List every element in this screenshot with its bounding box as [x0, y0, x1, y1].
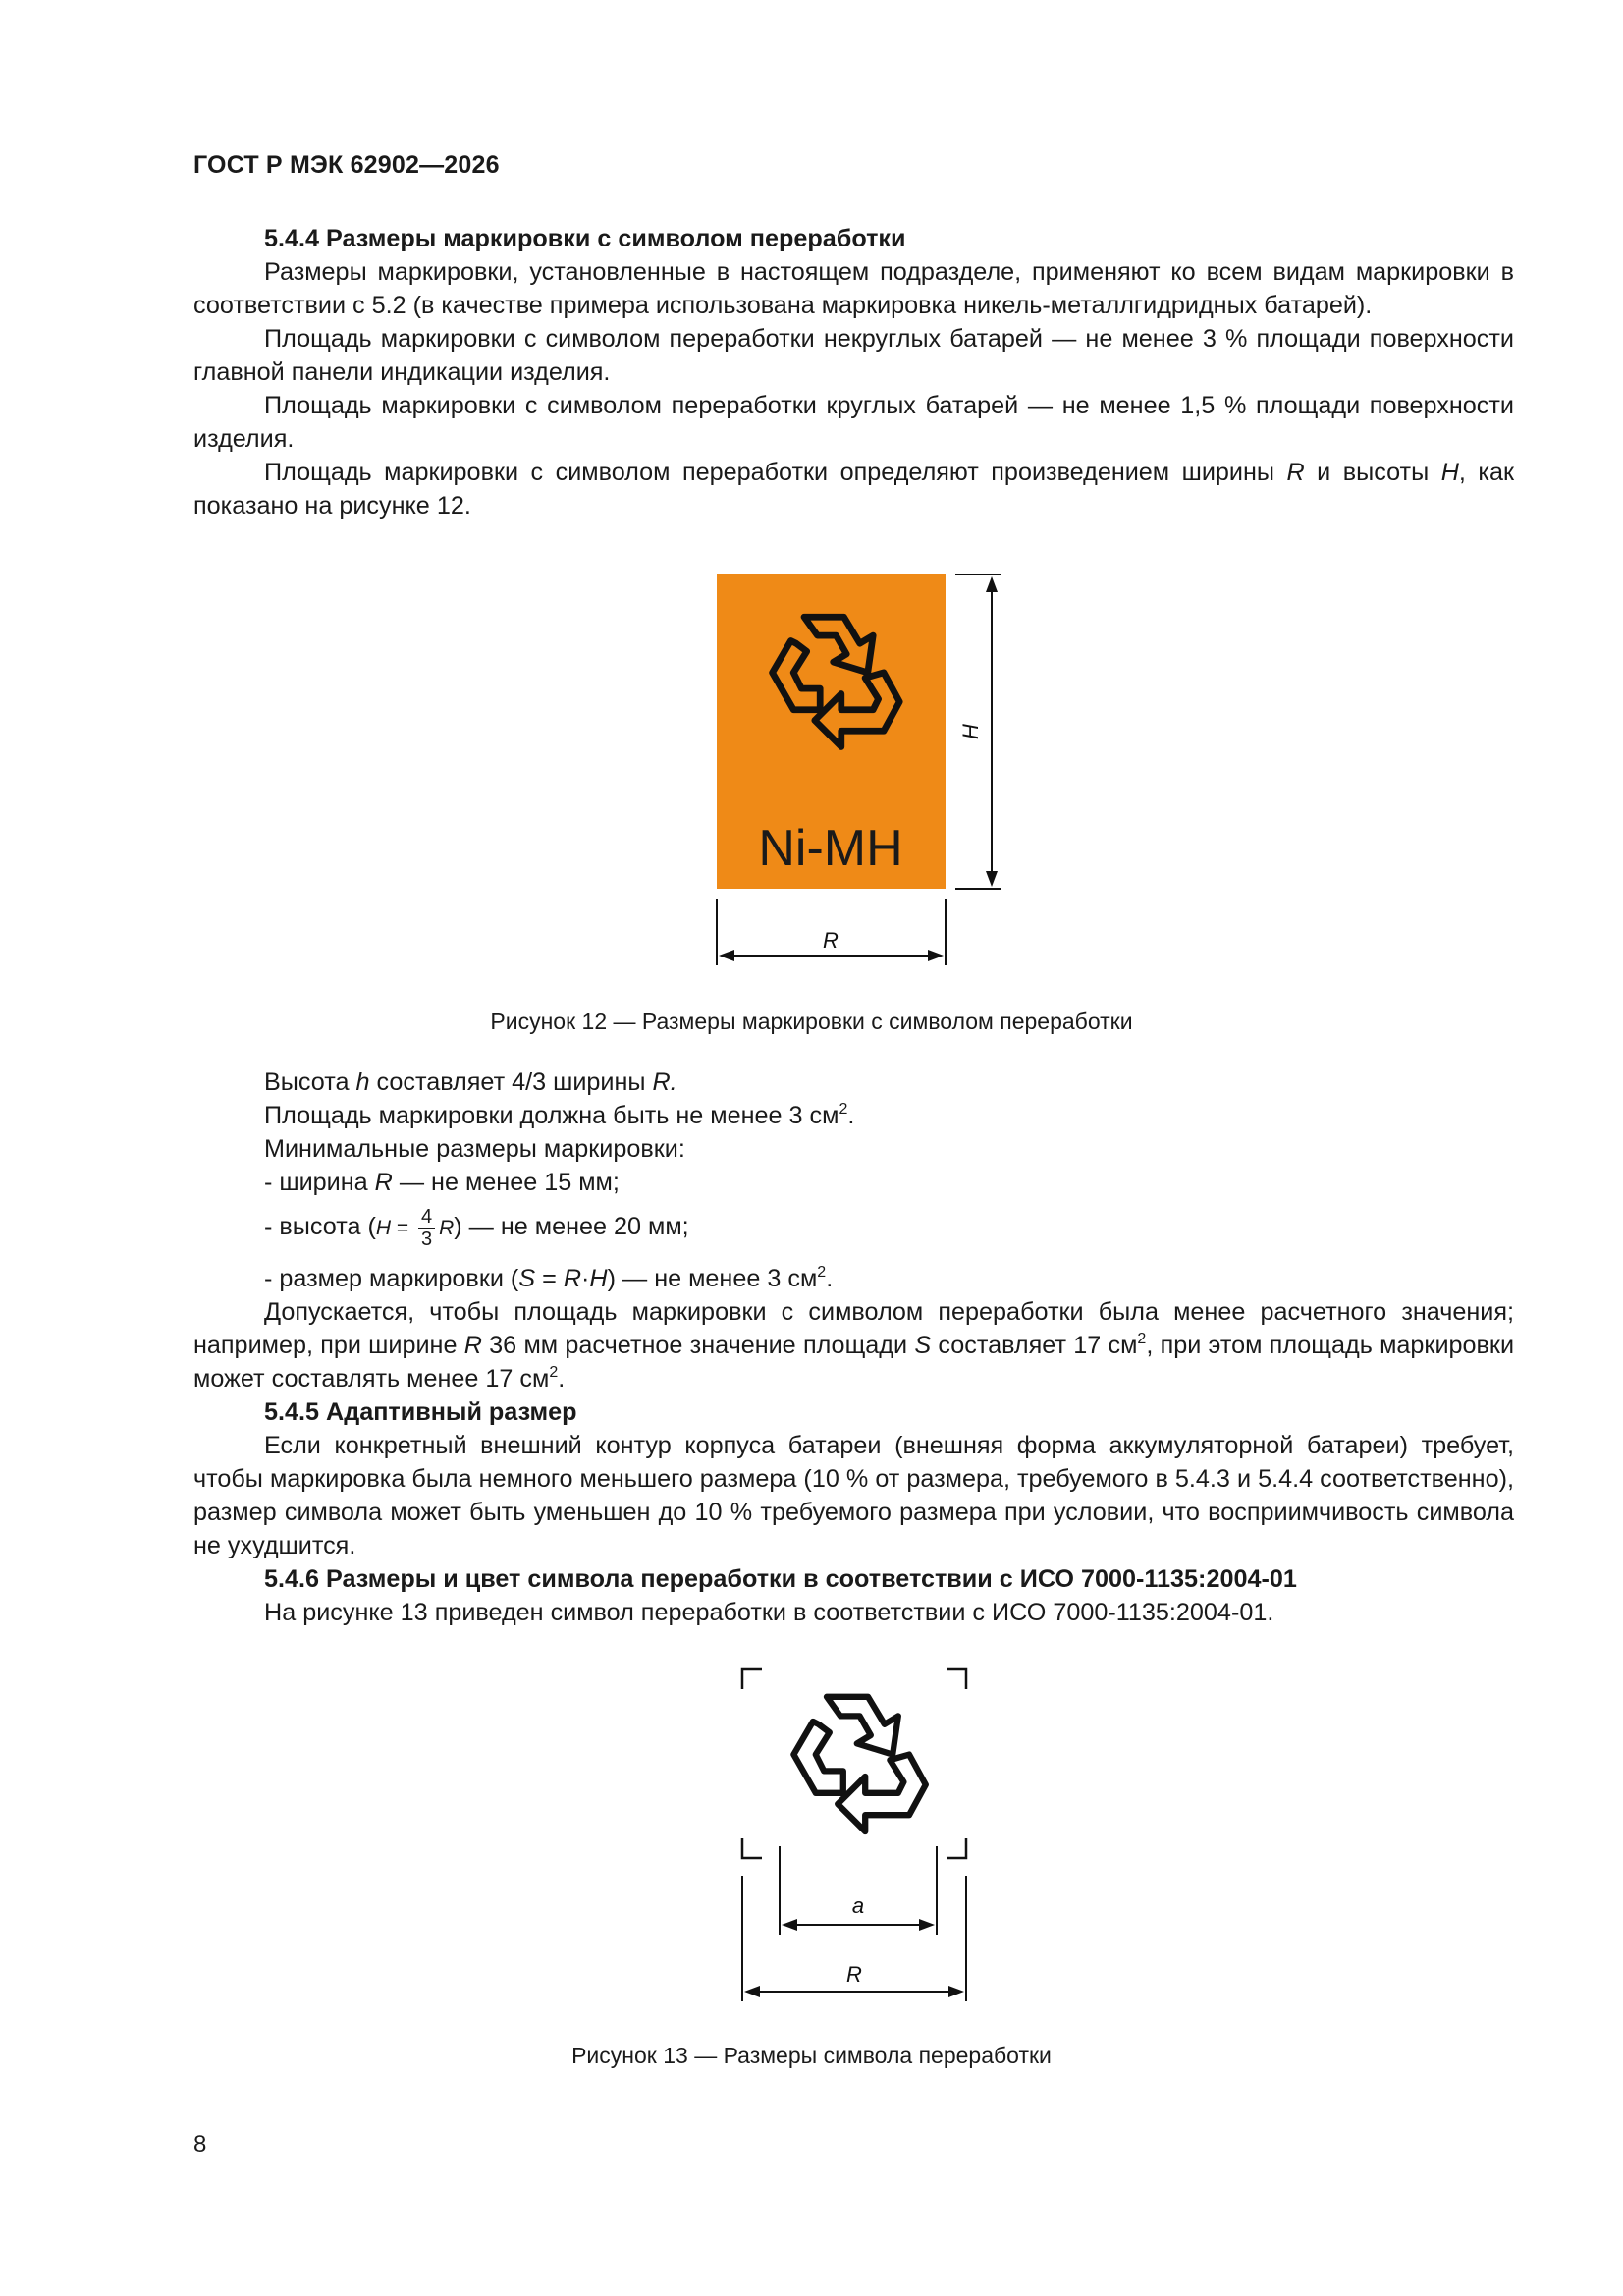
- paragraph: Если конкретный внешний контур корпуса батареи (внешняя форма аккумуляторной батареи) требует, чтобы маркировка была немного меньшего размера (10 % от размера, требуемого в 5.4.3 и 5.4.4 соответственно), размер символа может быть уменьшен до 10 % требуемого размера при условии, что восприимчивость символа не ухудшится.: [193, 1432, 1514, 1559]
- paragraph: На рисунке 13 приведен символ переработки в соответствии с ИСО 7000-1135:2004-01.: [264, 1599, 1274, 1626]
- paragraph: Размеры маркировки, установленные в настоящем подразделе, применяют ко всем видам маркировки в соответствии с 5.2 (в качестве примера использована маркировка никель-металлгидридных батарей).: [193, 258, 1514, 319]
- section-5-4-4-title: 5.4.4 Размеры маркировки с символом переработки: [264, 225, 906, 252]
- marking-label-text: Ni-MH: [758, 820, 903, 877]
- paragraph: Минимальные размеры маркировки:: [264, 1135, 685, 1163]
- dimension-label-r: R: [846, 1962, 862, 1987]
- list-item: - размер маркировки (S = R·H) — не менее 3 $см^2$.: [264, 1264, 834, 1292]
- page-number: 8: [193, 2131, 207, 2158]
- list-item: - ширина R — не менее 15 мм;: [264, 1169, 620, 1196]
- figure-12-caption: Рисунок 12 — Размеры маркировки с символом переработки: [490, 1009, 1133, 1034]
- section-5-4-6-title: 5.4.6 Размеры и цвет символа переработки в соответствии с ИСО 7000-1135:2004-01: [264, 1565, 1297, 1593]
- dimension-label-r: R: [823, 928, 839, 953]
- crop-mark-bottom-left: [742, 1838, 762, 1858]
- document-header: ГОСТ Р МЭК 62902—2026: [193, 151, 500, 179]
- crop-mark-top-left: [742, 1669, 762, 1689]
- list-item: - высота (H = $\frac{4}{3}$ R) — не менее 20 мм;: [264, 1205, 689, 1250]
- document-body: [193, 222, 1514, 522]
- paragraph: Площадь маркировки с символом переработки некруглых батарей — не менее 3 % площади поверхности главной панели индикации изделия.: [193, 325, 1514, 386]
- paragraph: Площадь маркировки должна быть не менее 3 $см^2$.: [264, 1101, 855, 1129]
- fraction: $\frac{4}{3}$: [418, 1206, 435, 1250]
- recycle-icon: [793, 1697, 925, 1831]
- crop-mark-top-right: [947, 1669, 966, 1689]
- figure-12: [687, 574, 1021, 967]
- document-body-continued: [193, 1066, 1514, 1629]
- paragraph: Площадь маркировки с символом переработки круглых батарей — не менее 1,5 % площади поверхности изделия.: [193, 392, 1514, 453]
- paragraph: Высота h составляет 4/3 ширины R.: [264, 1068, 677, 1096]
- dimension-label-h: H: [958, 724, 983, 739]
- dimension-label-a: a: [851, 1893, 865, 1918]
- paragraph: Площадь маркировки с символом переработки определяют произведением ширины R и высоты H, как показано на рисунке 12.: [193, 459, 1514, 519]
- figure-13-caption: Рисунок 13 — Размеры символа переработки: [571, 2043, 1052, 2068]
- section-5-4-5-title: 5.4.5 Адаптивный размер: [264, 1398, 577, 1426]
- paragraph: Допускается, чтобы площадь маркировки с символом переработки была менее расчетного значения; например, при ширине R 36 мм расчетное значение площади S составляет 17 $см^2$, при этом площадь маркировки может составлять менее 17 $см^2$.: [193, 1298, 1515, 1393]
- crop-mark-bottom-right: [947, 1838, 966, 1858]
- figure-13: [717, 1650, 992, 2003]
